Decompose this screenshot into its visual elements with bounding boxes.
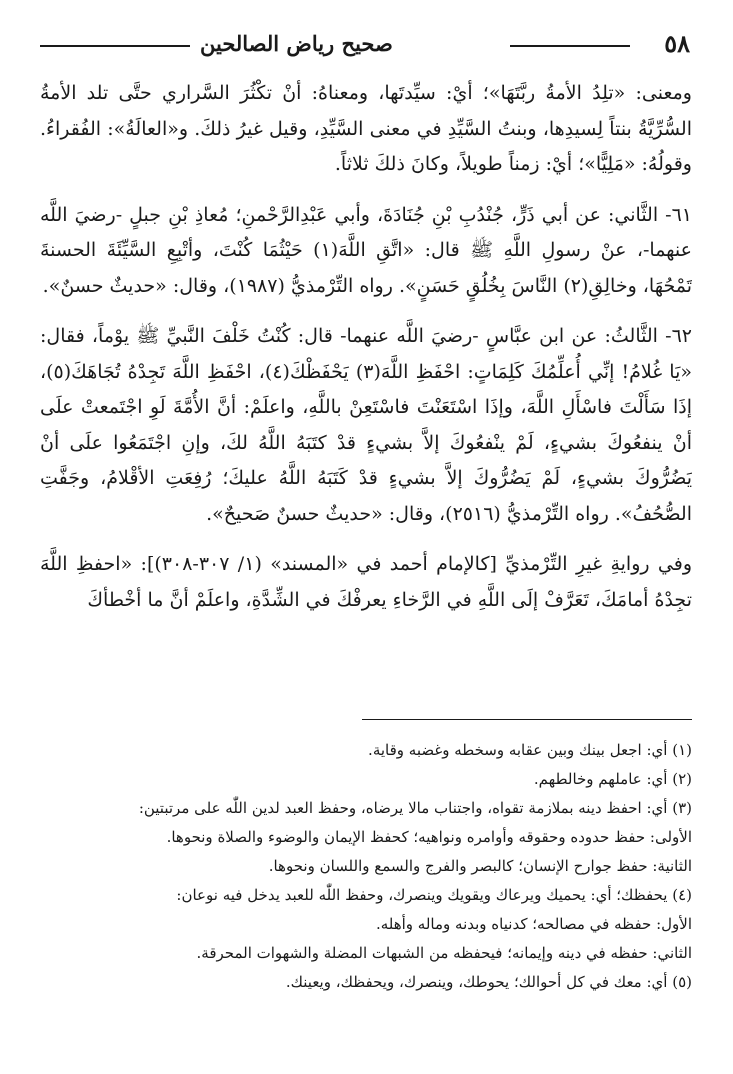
footnote-5: (٥) أي: معك في كل أحوالك؛ يحوطك، وينصرك، ويحفظك، ويعينك. xyxy=(285,973,692,991)
paragraph-hadith-62: ٦٢- الثَّالثُ: عن ابن عبَّاسٍ -رضيَ اللَّه عنهما- قال: كُنْتُ خَلْفَ النَّبيِّ ﷺ يوْماً، فقال: «يَا غُلامُ! إنِّي أُعلِّمُكَ كَلِمَاتٍ: احْفَظِ اللَّهَ(٣) يَحْفَظْكَ(٤)، احْفَظِ اللَّهَ تَجِدْهُ تُجَاهَكَ(٥)، إذَا سَأَلْتَ فاسْأَلِ اللَّهَ، وإذَا اسْتَعَنْتَ فاسْتَعِنْ باللَّهِ، واعلَمْ: أنَّ الأُمَّةَ لَوِ اجْتَمعتْ علَى أنْ ينفعُوكَ بشيءٍ، لَمْ ينْفعُوكَ إلاَّ بشيءٍ قدْ كتَبَهُ اللَّهُ لكَ، وإنِ اجْتَمَعُوا علَى أنْ يَضُرُّوكَ بشيءٍ، لَمْ يَضُرُّوكَ إلاَّ بشيءٍ قدْ كَتَبَهُ اللَّهُ عليكَ؛ رُفِعَتِ الأقْلامُ، وجَفَّتِ الصُّحُفُ». رواه التِّرْمذيُّ (٢٥١٦)، وقال: «حديثٌ حسنٌ صَحيحٌ». xyxy=(40,325,692,525)
footnote-3: (٣) أي: احفظ دينه بملازمة تقواه، واجتناب مالا يرضاه، وحفظ العبد لدين اللّٰه على مرتبتين: xyxy=(138,799,692,817)
paragraph-explanation: ومعنى: «تلِدُ الأمةُ ربَّتَهَا»؛ أيْ: سيِّدتَها، ومعناهُ: أنْ تكْثُرَ السَّراري حتَّى تلد الأمةُ السُّرِّيَّةُ بنتاً لِسيدِها، وبنتُ السَّيِّدِ في معنى السَّيِّدِ، وقيل غيرُ ذلكَ. و«العالَةُ»: الفُقراءُ. وقولُهُ: «مَلِيًّا»؛ أيْ: زمناً طويلاً، وكانَ ذلكَ ثلاثاً. xyxy=(40,82,692,175)
page-number: ٥٨ xyxy=(664,29,690,58)
paragraph-hadith-61: ٦١- الثَّاني: عن أبي ذَرٍّ، جُنْدُبِ بْنِ جُنَادَةَ، وأبي عَبْدِالرَّحْمنِ؛ مُعاذِ بْنِ جبلٍ -رضيَ اللَّه عنهما-، عنْ رسولِ اللَّهِ ﷺ قال: «اتَّقِ اللَّهَ(١) حَيْثُمَا كُنْتَ، وأتْبِعِ السَّيِّئَةَ الحسنةَ تَمْحُهَا، وخالِقِ(٢) النَّاسَ بِخُلُقٍ حَسَنٍ». رواه التِّرْمذيُّ (١٩٨٧)، وقال: «حديثٌ حسنٌ». xyxy=(40,203,692,297)
header-rule-left xyxy=(40,45,190,47)
page-header xyxy=(40,24,690,64)
footnote-4: (٤) يحفظك؛ أي: يحميك ويرعاك ويقويك وينصرك، وحفظ اللّٰه للعبد يدخل فيه نوعان: xyxy=(176,886,692,904)
footnote-1: (١) أي: اجعل بينك وبين عقابه وسخطه وغضبه وقاية. xyxy=(368,741,692,759)
paragraph-other-narration: وفي روايةِ غيرِ التِّرْمذيِّ [كالإمام أحمد في «المسند» (١/ ٣٠٧-٣٠٨)]: «احفظِ اللَّهَ تجِدْهُ أمامَكَ، تَعَرَّفْ إلَى اللَّهِ في الرَّخاءِ يعرفْكَ في الشِّدَّةِ، واعلَمْ أنَّ ما أخْطأكَ xyxy=(40,553,692,611)
running-title: صحيح رياض الصالحين xyxy=(200,31,393,56)
main-text xyxy=(40,76,692,696)
footnote-divider xyxy=(362,719,692,720)
header-rule-right xyxy=(510,45,630,47)
footnote-3-second: الثانية: حفظ جوارح الإنسان؛ كالبصر والفرج والسمع واللسان ونحوها. xyxy=(268,857,692,875)
footnote-2: (٢) أي: عاملهم وخالطهم. xyxy=(533,770,692,788)
footnote-3-first: الأولى: حفظ حدوده وحقوقه وأوامره ونواهيه؛ كحفظ الإيمان والوضوء والصلاة ونحوها. xyxy=(166,828,692,846)
footnote-4-first: الأول: حفظه في مصالحه؛ كدنياه وبدنه وماله وأهله. xyxy=(375,915,692,933)
footnotes xyxy=(42,736,692,997)
footnote-4-second: الثاني: حفظه في دينه وإيمانه؛ فيحفظه من الشبهات المضلة والشهوات المحرقة. xyxy=(196,944,692,962)
